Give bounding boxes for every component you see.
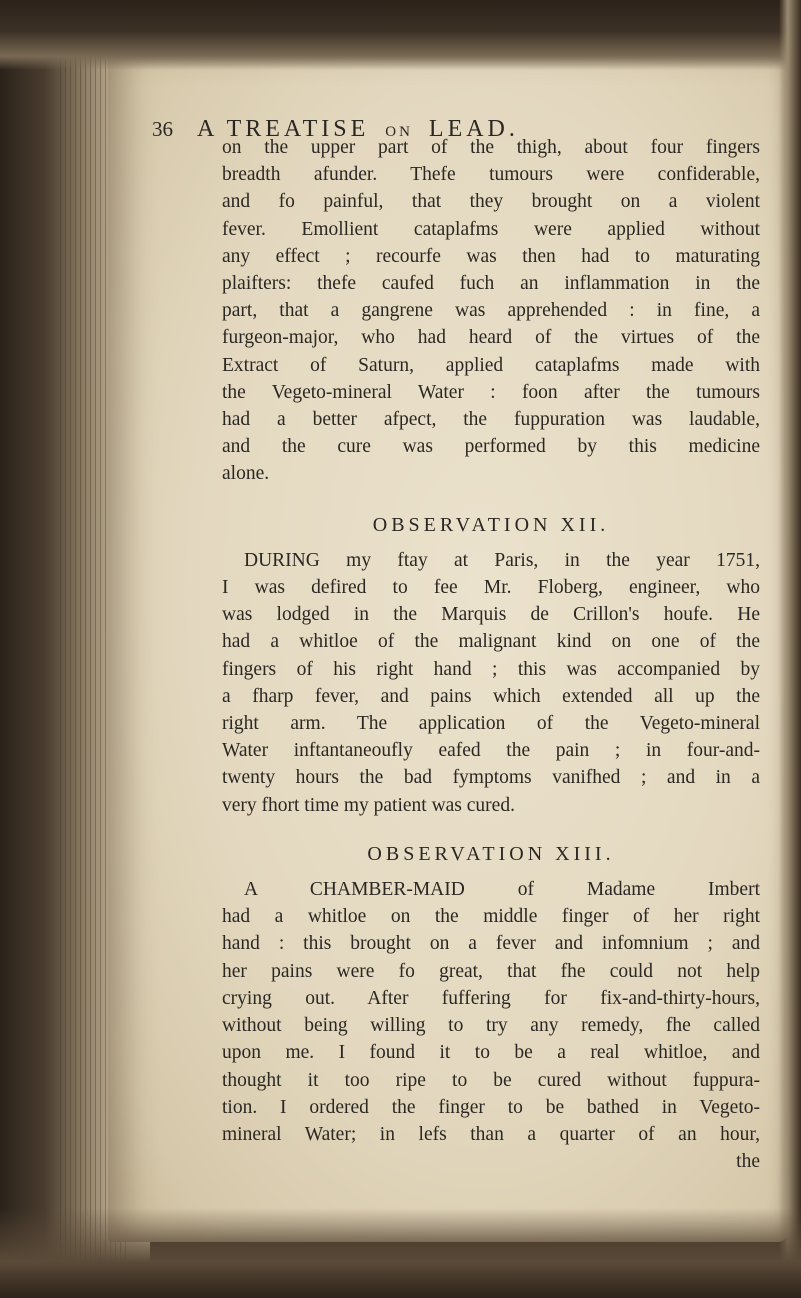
text-line: on the upper part of the thigh, about four fingers <box>222 137 760 158</box>
text-line: hand : this brought on a fever and infomnium ; and <box>222 933 760 955</box>
text-line: I was defired to fee Mr. Floberg, engineer, who <box>222 577 760 599</box>
heading-observation-xii: OBSERVATION XII. <box>372 513 610 536</box>
top-edge-shadow <box>0 0 801 70</box>
text-line: mineral Water; in lefs than a quarter of an hour, <box>222 1123 760 1145</box>
text-line: had a whitloe on the middle finger of her right <box>222 906 760 928</box>
text-line: furgeon-major, who had heard of the virtues of the <box>222 327 760 349</box>
text-line: very fhort time my patient was cured. <box>222 794 515 816</box>
text-line: alone. <box>222 463 270 485</box>
paragraph-2 <box>222 547 760 819</box>
heading-observation-xiii: OBSERVATION XIII. <box>367 842 615 865</box>
text-line: crying out. After fuffering for fix-and-thirty-hours, <box>222 987 760 1009</box>
paragraph-3 <box>222 876 760 1148</box>
running-title-part-2: LEAD. <box>428 116 519 142</box>
page-number: 36 <box>152 117 173 141</box>
body-text <box>222 134 760 1175</box>
text-line: a fharp fever, and pains which extended all up the <box>222 685 760 707</box>
text-line: fever. Emollient cataplafms were applied without <box>222 218 760 240</box>
text-line: without being willing to try any remedy, fhe called <box>222 1015 760 1037</box>
text-line: had a whitloe of the malignant kind on one of the <box>222 631 760 653</box>
text-line: A CHAMBER-MAID of Madame Imbert <box>244 879 760 901</box>
text-line: tion. I ordered the finger to be bathed in Vegeto- <box>222 1096 760 1118</box>
text-line: part, that a gangrene was apprehended : in fine, a <box>222 300 760 322</box>
text-line: upon me. I found it to be a real whitloe, and <box>222 1042 760 1064</box>
bottom-edge-shadow <box>0 1208 801 1298</box>
right-edge-shadow <box>779 0 801 1298</box>
text-line: and the cure was performed by this medicine <box>222 436 760 458</box>
text-line: DURING my ftay at Paris, in the year 1751, <box>244 549 760 571</box>
text-line: and fo painful, that they brought on a violent <box>222 191 760 213</box>
text-line: any effect ; recourfe was then had to maturating <box>222 245 760 267</box>
text-line: her pains were fo great, that fhe could not help <box>222 960 760 982</box>
catchword: the <box>736 1151 760 1173</box>
running-title-part-1: A TREATISE <box>197 116 370 142</box>
text-line: fingers of his right hand ; this was accompanied by <box>222 658 760 680</box>
text-line: twenty hours the bad fymptoms vanifhed ; and in a <box>222 767 760 789</box>
paragraph-1 <box>222 134 760 488</box>
text-line: was lodged in the Marquis de Crillon's houfe. He <box>222 604 760 626</box>
text-line: Extract of Saturn, applied cataplafms made with <box>222 354 760 376</box>
running-title-on: ON <box>385 124 413 140</box>
text-line: had a better afpect, the fuppuration was laudable, <box>222 409 760 431</box>
text-line: thought it too ripe to be cured without fuppura- <box>222 1069 760 1091</box>
text-line: Water inftantaneoufly eafed the pain ; in four-and- <box>222 740 760 762</box>
text-line: breadth afunder. Thefe tumours were confiderable, <box>222 164 760 186</box>
text-line: right arm. The application of the Vegeto-mineral <box>222 713 760 735</box>
text-line: plaifters: thefe caufed fuch an inflammation in the <box>222 273 760 295</box>
text-line: the Vegeto-mineral Water : foon after the tumours <box>222 381 760 403</box>
